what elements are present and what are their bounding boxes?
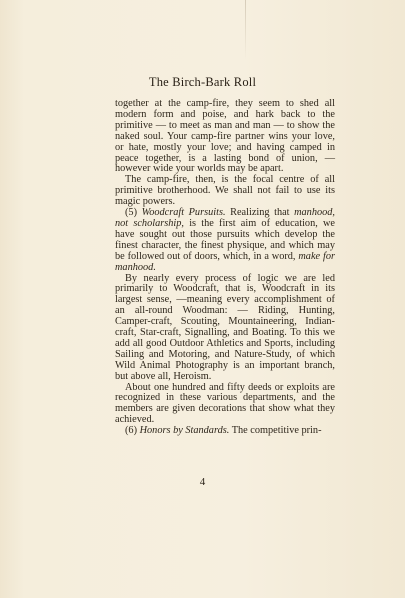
page-fold-shadow <box>245 0 246 60</box>
paragraph-1: together at the camp-fire, they seem to shed all modern form and poise, and hark back to the primitive — to meet as man and man — to show the naked soul. Your camp-fire partner wins your love, or hate, mostly your love; and having camped in peace together, is a lasting bond of union, — however wide your worlds may be apart. <box>115 98 335 175</box>
running-header: The Birch-Bark Roll <box>148 75 257 89</box>
paragraph-6 <box>115 426 335 437</box>
page-number: 4 <box>199 476 206 488</box>
paragraph-3-text-a: Realizing that <box>230 207 290 219</box>
paragraph-3-emphasis: manhood, not scholarship, <box>115 207 335 229</box>
paragraph-3-emphasis-2: make for manhood. <box>115 250 335 273</box>
paragraph-3 <box>115 208 335 273</box>
section-number: (5) <box>125 207 138 219</box>
section-number: (6) <box>125 425 138 437</box>
paragraph-5: About one hundred and fifty deeds or exploits are recognized in these various departments, and the members are given decorations that show what they achieved. <box>115 381 335 426</box>
paragraph-2: The camp-fire, then, is the focal centre of all primitive brotherhood. We shall not fail to use its magic powers. <box>115 174 335 208</box>
paragraph-3-text-b: is the first aim of education, we have sought out those pursuits which develop the finest character, the finest physique, and which may be followed out of doors, which, in a word, <box>115 217 335 262</box>
page-body <box>115 99 335 437</box>
section-heading: Woodcraft Pursuits. <box>141 207 226 219</box>
section-heading: Honors by Standards. <box>139 425 230 437</box>
paragraph-6-text: The competitive prin- <box>231 425 322 437</box>
paragraph-4: By nearly every process of logic we are led primarily to Woodcraft, that is, Woodcraft in its largest sense, —meaning every accomplishment of an all-round Woodman: — Riding, Hunting, Camper-craft, Scouting, Mountaineering, Indian-craft, Star-craft, Signalling, and Boating. To this we add all good Outdoor Athletics and Sports, including Sailing and Motoring, and Nature-Study, of which Wild Animal Photography is an important branch, but above all, Heroism. <box>115 272 335 382</box>
